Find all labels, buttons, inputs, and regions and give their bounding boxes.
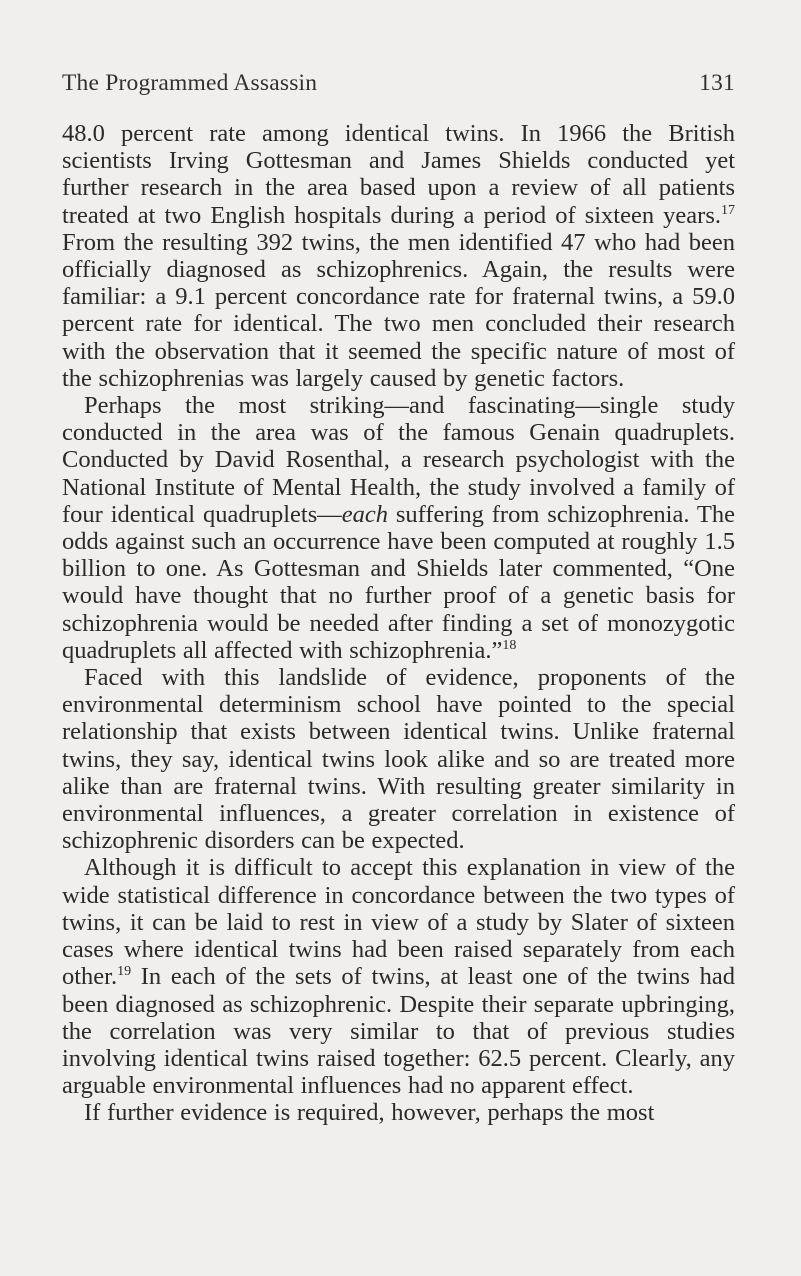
page-number: 131 [699,70,735,96]
footnote-ref-17: 17 [721,202,735,218]
body-text [62,120,735,1127]
paragraph-further-evidence: If further evidence is required, however, perhaps the most [84,1099,655,1127]
paragraph-environmental-determinism: Faced with this landslide of evidence, proponents of the environmental determinism school have pointed to the special relationship that exists between identical twins. Unlike fraternal twins, they say, identical twins look alike and so are treated more alike than are fraternal twins. With resulting greater similarity in environmental influences, a greater correlation in existence of schizophrenic disorders can be expected. [62,664,735,855]
emphasis-each: each [341,500,388,528]
paragraph-continued: 48.0 percent rate among identical twins. In 1966 the British scientists Irving Gottesman and James Shields conducted yet further research in the area based upon a review of all patients treated at two English hospitals during a period of sixteen years.$^{17}$ From the resulting 392 twins, the men identified 47 who had been officially diagnosed as schizophrenics. Again, the results were familiar: a 9.1 percent concordance rate for fraternal twins, a 59.0 percent rate for identical. The two men concluded their research with the observation that it seemed the specific nature of most of the schizophrenias was largely caused by genetic factors. [62,120,735,392]
running-title: The Programmed Assassin [62,70,318,96]
footnote-ref-19: 19 [117,964,132,980]
paragraph-slater-study: Although it is difficult to accept this explanation in view of the wide statistical difference in concordance between the two types of twins, it can be laid to rest in view of a study by Slater of sixteen cases where identical twins had been raised separately from each other.$^{19}$ In each of the sets of twins, at least one of the twins had been diagnosed as schizophrenic. Despite their separate upbringing, the correlation was very similar to that of previous studies involving identical twins raised together: 62.5 percent. Clearly, any arguable environmental influences had no apparent effect. [62,854,735,1100]
running-header [62,70,735,97]
footnote-ref-18: 18 [502,637,517,653]
paragraph-genain-quadruplets: Perhaps the most striking—and fascinating—single study conducted in the area was of the famous Genain quadruplets. Conducted by David Rosenthal, a research psychologist with the National Institute of Mental Health, the study involved a family of four identical quadruplets—each suffering from schizophrenia. The odds against such an occurrence have been computed at roughly 1.5 billion to one. As Gottesman and Shields later commented, “One would have thought that no further proof of a genetic basis for schizophrenia would be needed after finding a set of monozygotic quadruplets all affected with schizophrenia.”$^{18}$ [62,392,735,664]
